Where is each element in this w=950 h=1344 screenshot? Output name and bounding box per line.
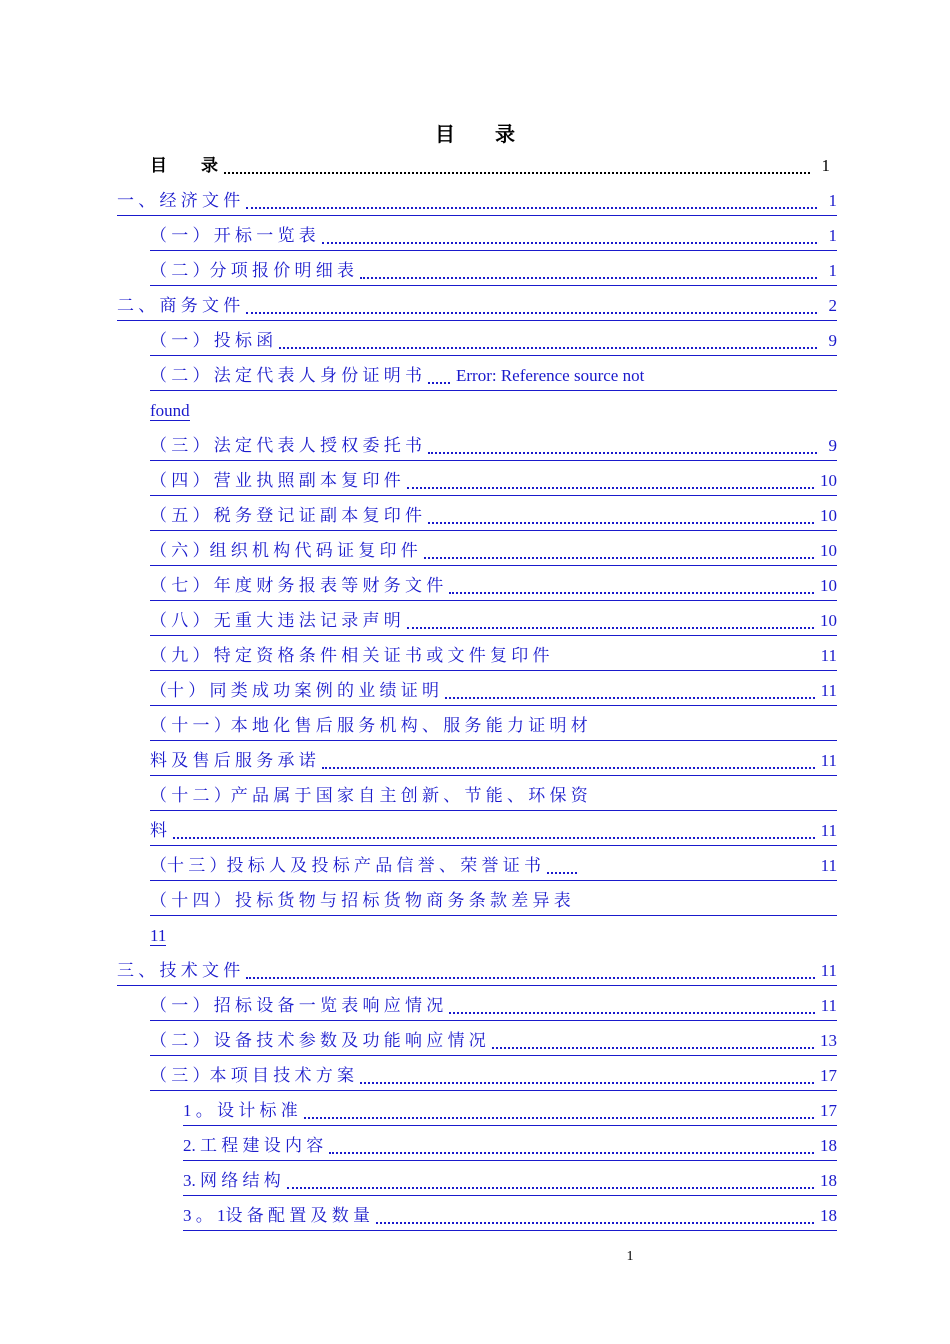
- toc-entry-continuation[interactable]: [150, 712, 837, 741]
- leader-dots: [322, 228, 817, 244]
- page-number: 1: [626, 1249, 634, 1264]
- toc-entry[interactable]: [150, 1062, 837, 1091]
- toc-entry[interactable]: [150, 1027, 837, 1056]
- toc-entry[interactable]: [150, 152, 830, 180]
- toc-entry-page: 1: [821, 156, 830, 175]
- toc-entry-label: 2. 工 程 建 设 内 容: [183, 1136, 324, 1155]
- toc-entry-label: （ 三 ） 法 定 代 表 人 授 权 委 托 书: [150, 436, 422, 455]
- toc-entry-page: 10: [820, 541, 837, 560]
- toc-entry-label: （ 三 ）本 项 目 技 术 方 案: [150, 1066, 354, 1085]
- toc-entry[interactable]: [150, 572, 837, 601]
- leader-dots: [449, 998, 814, 1014]
- toc-entry-page: 11: [820, 961, 837, 980]
- leader-dots: [428, 438, 817, 454]
- toc-entry[interactable]: [150, 327, 837, 356]
- toc-entry[interactable]: [150, 607, 837, 636]
- leader-dots: [424, 543, 814, 559]
- leader-dots: [407, 473, 814, 489]
- leader-dots: [224, 158, 810, 174]
- toc-entry-page: 10: [820, 506, 837, 525]
- toc-entry[interactable]: [150, 817, 837, 846]
- toc-entry-page: 1: [828, 261, 837, 280]
- toc-entry[interactable]: [150, 362, 837, 391]
- leader-dots: [428, 368, 450, 384]
- toc-entry-continuation[interactable]: [150, 887, 837, 916]
- toc-entry-page: 11: [820, 821, 837, 840]
- leader-dots: [407, 613, 814, 629]
- leader-dots: [246, 963, 814, 979]
- toc-entry-label: （ 二 ） 法 定 代 表 人 身 份 证 明 书: [150, 366, 422, 385]
- toc-entry[interactable]: [150, 467, 837, 496]
- toc-entry-page: 9: [828, 331, 837, 350]
- leader-dots: [360, 1068, 814, 1084]
- leader-dots: [376, 1208, 814, 1224]
- toc-entry-page: 11: [820, 996, 837, 1015]
- toc-entry[interactable]: [117, 957, 837, 986]
- toc-entry-label: 3. 网 络 结 构: [183, 1171, 281, 1190]
- toc-entry-page: 10: [820, 611, 837, 630]
- toc-entry[interactable]: [150, 257, 837, 286]
- toc-entry[interactable]: [183, 1132, 837, 1161]
- toc-entry-label: （ 九 ） 特 定 资 格 条 件 相 关 证 书 或 文 件 复 印 件: [150, 646, 550, 665]
- leader-dots: [428, 508, 814, 524]
- toc-entry-page: 18: [820, 1171, 837, 1190]
- toc-entry[interactable]: [150, 642, 837, 671]
- toc-entry[interactable]: [117, 187, 837, 216]
- toc-entry-continuation[interactable]: [150, 397, 190, 425]
- toc-entry-page: 1: [828, 226, 837, 245]
- leader-dots: [279, 333, 817, 349]
- toc-entry[interactable]: [150, 677, 837, 706]
- toc-entry-label: （ 五 ） 税 务 登 记 证 副 本 复 印 件: [150, 506, 422, 525]
- toc-entry-page: 13: [820, 1031, 837, 1050]
- leader-dots: [360, 263, 817, 279]
- toc-entry-label: （ 十 二 ）产 品 属 于 国 家 自 主 创 新 、 节 能 、 环 保 资: [150, 786, 588, 805]
- leader-dots: [556, 649, 815, 663]
- toc-entry[interactable]: [150, 502, 837, 531]
- leader-dots: [492, 1033, 814, 1049]
- toc-entry-label: 二 、 商 务 文 件: [117, 296, 241, 315]
- toc-entry-label: 目 录: [150, 156, 218, 175]
- toc-entry-page: 11: [150, 926, 167, 945]
- toc-entry-label: 3 。 1设 备 配 置 及 数 量: [183, 1206, 370, 1225]
- leader-dots: [304, 1103, 814, 1119]
- leader-dots: [449, 578, 814, 594]
- page-title: 目 录: [435, 124, 515, 146]
- toc-entry-label: （十 三 ）投 标 人 及 投 标 产 品 信 誉 、 荣 誉 证 书: [150, 856, 541, 875]
- toc-entry-page: 17: [820, 1101, 837, 1120]
- toc-entry[interactable]: [150, 537, 837, 566]
- toc-entry-label: （十 ） 同 类 成 功 案 例 的 业 绩 证 明: [150, 681, 439, 700]
- toc-entry-page: 11: [820, 751, 837, 770]
- toc-entry-label: （ 六 ）组 织 机 构 代 码 证 复 印 件: [150, 541, 418, 560]
- leader-dots: [287, 1173, 814, 1189]
- toc-entry-label: （ 四 ） 营 业 执 照 副 本 复 印 件: [150, 471, 401, 490]
- toc-entry[interactable]: [150, 992, 837, 1021]
- toc-entry-label: 三 、 技 术 文 件: [117, 961, 241, 980]
- toc-entry[interactable]: [117, 292, 837, 321]
- toc-entry-label: （ 七 ） 年 度 财 务 报 表 等 财 务 文 件: [150, 576, 444, 595]
- leader-dots: [173, 823, 815, 839]
- toc-entry-page: 10: [820, 471, 837, 490]
- leader-dots: [246, 193, 817, 209]
- toc-entry-label: 料: [150, 821, 167, 840]
- toc-entry-page: 18: [820, 1136, 837, 1155]
- leader-dots: [329, 1138, 814, 1154]
- toc-entry-page: 2: [828, 296, 837, 315]
- toc-entry-label: （ 二 ）分 项 报 价 明 细 表: [150, 261, 354, 280]
- toc-entry-page: 1: [828, 191, 837, 210]
- leader-dots: [322, 753, 815, 769]
- leader-dots: [547, 858, 577, 874]
- toc-entry-continuation[interactable]: [150, 922, 166, 950]
- toc-entry-page: 17: [820, 1066, 837, 1085]
- toc-entry[interactable]: [150, 432, 837, 461]
- toc-entry-continuation[interactable]: [150, 782, 837, 811]
- leader-dots: [445, 683, 815, 699]
- toc-entry-label: （ 一 ） 投 标 函: [150, 331, 274, 350]
- toc-entry-label: found: [150, 401, 190, 420]
- toc-entry-label: （ 八 ） 无 重 大 违 法 记 录 声 明: [150, 611, 401, 630]
- toc-entry[interactable]: [183, 1097, 837, 1126]
- toc-entry-label: （ 二 ） 设 备 技 术 参 数 及 功 能 响 应 情 况: [150, 1031, 486, 1050]
- toc-entry-label: （ 一 ） 开 标 一 览 表: [150, 226, 316, 245]
- toc-entry-page: Error: Reference source not: [456, 366, 645, 385]
- toc-entry-label: 一 、 经 济 文 件: [117, 191, 241, 210]
- toc-entry[interactable]: [150, 747, 837, 776]
- toc-entry-page: 11: [820, 681, 837, 700]
- toc-entry-label: （ 一 ） 招 标 设 备 一 览 表 响 应 情 况: [150, 996, 444, 1015]
- toc-entry-page: 11: [820, 646, 837, 665]
- toc-entry-page: 11: [820, 856, 837, 875]
- toc-entry[interactable]: [183, 1167, 837, 1196]
- toc-entry-label: 1 。 设 计 标 准: [183, 1101, 298, 1120]
- toc-entry-label: （ 十 一 ）本 地 化 售 后 服 务 机 构 、 服 务 能 力 证 明 材: [150, 716, 588, 735]
- leader-dots: [246, 298, 817, 314]
- toc-entry-page: 18: [820, 1206, 837, 1225]
- toc-entry-label: （ 十 四 ） 投 标 货 物 与 招 标 货 物 商 务 条 款 差 异 表: [150, 891, 571, 910]
- toc-entry-label: 料 及 售 后 服 务 承 诺: [150, 751, 316, 770]
- toc-entry[interactable]: [150, 852, 837, 881]
- toc-entry[interactable]: [150, 222, 837, 251]
- toc-entry-page: 10: [820, 576, 837, 595]
- toc-entry-page: 9: [828, 436, 837, 455]
- toc-entry[interactable]: [183, 1202, 837, 1231]
